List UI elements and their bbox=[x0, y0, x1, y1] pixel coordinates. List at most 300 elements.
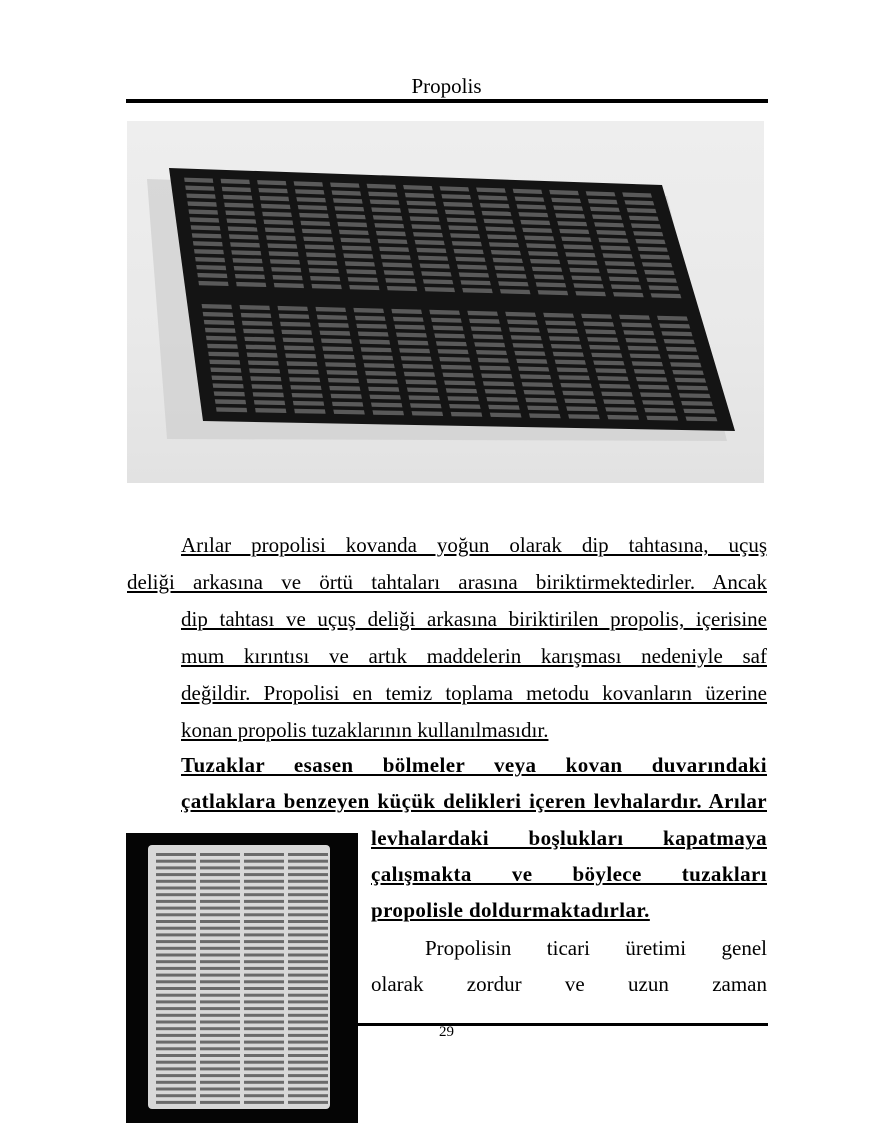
trap-slot bbox=[549, 336, 580, 341]
trap-slot bbox=[288, 960, 328, 963]
trap-slot bbox=[244, 980, 284, 983]
trap-slot bbox=[560, 383, 592, 388]
trap-slot bbox=[244, 960, 284, 963]
trap-slot bbox=[364, 363, 395, 368]
trap-slot bbox=[197, 273, 227, 278]
trap-slot bbox=[288, 887, 328, 890]
trap-slot bbox=[398, 340, 429, 345]
trap-slot bbox=[603, 399, 635, 404]
trap-slot bbox=[200, 887, 240, 890]
trap-slot bbox=[244, 1027, 284, 1030]
trap-slot bbox=[536, 282, 567, 287]
trap-slot bbox=[321, 339, 352, 344]
trap-slot bbox=[609, 277, 640, 282]
trap-slot bbox=[288, 920, 328, 923]
trap-slot bbox=[288, 940, 328, 943]
trap-slot bbox=[191, 225, 221, 230]
trap-slot bbox=[367, 379, 398, 384]
trap-slot bbox=[557, 367, 588, 372]
trap-slot bbox=[200, 1088, 240, 1091]
trap-slot bbox=[200, 1014, 240, 1017]
trap-slot bbox=[244, 873, 284, 876]
paragraph-3 bbox=[371, 930, 767, 1002]
trap-slot bbox=[200, 967, 240, 970]
trap-slot bbox=[288, 1067, 328, 1070]
trap-slot bbox=[434, 333, 465, 338]
trap-slot bbox=[522, 382, 553, 387]
trap-slot bbox=[391, 309, 422, 314]
trap-slot bbox=[509, 327, 540, 332]
trap-slot bbox=[327, 370, 358, 375]
trap-slot bbox=[244, 1007, 284, 1010]
trap-slot bbox=[677, 386, 709, 391]
trap-slot bbox=[288, 927, 328, 930]
trap-slot bbox=[478, 358, 509, 363]
trap-slot bbox=[362, 355, 393, 360]
trap-slot bbox=[498, 281, 528, 286]
trap-slot bbox=[288, 1101, 328, 1104]
trap-slot bbox=[288, 1034, 328, 1037]
trap-slot bbox=[156, 1061, 196, 1064]
trap-slot bbox=[446, 388, 477, 393]
trap-slot bbox=[331, 394, 362, 399]
trap-slot bbox=[200, 933, 240, 936]
trap-slot bbox=[288, 1054, 328, 1057]
trap-slot bbox=[200, 860, 240, 863]
paragraph-2 bbox=[127, 747, 767, 819]
trap-slot bbox=[316, 307, 347, 312]
trap-slot bbox=[279, 314, 310, 319]
trap-slot bbox=[436, 341, 467, 346]
trap-slot bbox=[156, 1074, 196, 1077]
trap-slot bbox=[156, 1088, 196, 1091]
trap-slot bbox=[244, 1021, 284, 1024]
trap-slot bbox=[288, 994, 328, 997]
trap-slot bbox=[471, 327, 502, 332]
trap-slot bbox=[200, 1101, 240, 1104]
trap-slot bbox=[507, 320, 538, 325]
trap-slot bbox=[288, 1088, 328, 1091]
trap-slot bbox=[156, 927, 196, 930]
trap-slot bbox=[156, 866, 196, 869]
trap-slot bbox=[591, 353, 622, 358]
trap-slot bbox=[524, 390, 556, 395]
trap-slot bbox=[212, 376, 243, 381]
trap-slot bbox=[200, 853, 240, 856]
trap-slot bbox=[356, 324, 387, 329]
trap-slot bbox=[320, 331, 351, 336]
trap-slot bbox=[393, 317, 424, 322]
trap-slot bbox=[328, 378, 359, 383]
trap-slot bbox=[244, 994, 284, 997]
trap-slot bbox=[265, 228, 295, 233]
trap-slot bbox=[230, 242, 260, 247]
page-number: 29 bbox=[439, 1024, 454, 1040]
trap-slot bbox=[632, 361, 663, 366]
trap-slot bbox=[243, 329, 274, 334]
trap-slot bbox=[204, 320, 235, 325]
trap-slot bbox=[156, 1034, 196, 1037]
trap-slot bbox=[244, 913, 284, 916]
trap-slot bbox=[288, 1094, 328, 1097]
trap-slot bbox=[566, 406, 598, 411]
trap-slot bbox=[200, 880, 240, 883]
trap-slot bbox=[644, 408, 676, 413]
trap-slot bbox=[288, 1081, 328, 1084]
trap-slot bbox=[358, 332, 389, 337]
trap-slot bbox=[500, 289, 531, 294]
trap-slot bbox=[288, 907, 328, 910]
trap-slot bbox=[156, 1101, 196, 1104]
trap-slot bbox=[288, 1014, 328, 1017]
trap-slot bbox=[409, 395, 440, 400]
trap-slot bbox=[288, 954, 328, 957]
paragraph-1 bbox=[127, 527, 767, 749]
trap-slot bbox=[156, 1041, 196, 1044]
trap-slot bbox=[513, 343, 544, 348]
trap-slot bbox=[200, 1034, 240, 1037]
trap-slot bbox=[244, 1041, 284, 1044]
trap-slot bbox=[407, 388, 438, 393]
p4-line-2: olarak zordur ve uzun zaman bbox=[371, 972, 767, 996]
trap-slot bbox=[293, 401, 324, 406]
trap-slot bbox=[288, 1007, 328, 1010]
trap-slot bbox=[200, 954, 240, 957]
trap-slot bbox=[348, 277, 378, 282]
trap-slot bbox=[244, 1074, 284, 1077]
trap-slot bbox=[200, 974, 240, 977]
trap-slot bbox=[670, 362, 701, 367]
trap-slot bbox=[443, 373, 474, 378]
trap-slot bbox=[244, 1094, 284, 1097]
trap-slot bbox=[384, 270, 414, 275]
trap-slot bbox=[545, 321, 576, 326]
trap-slot bbox=[244, 1067, 284, 1070]
trap-slot bbox=[200, 1081, 240, 1084]
trap-slot bbox=[605, 407, 637, 412]
trap-slot bbox=[294, 409, 325, 414]
trap-slot bbox=[200, 960, 240, 963]
trap-slot bbox=[210, 368, 241, 373]
trap-slot bbox=[518, 367, 549, 372]
trap-slot bbox=[200, 900, 240, 903]
trap-slot bbox=[410, 403, 442, 408]
trap-slot bbox=[288, 853, 328, 856]
trap-slot bbox=[353, 308, 384, 313]
trap-slot bbox=[190, 217, 220, 222]
trap-slot bbox=[244, 880, 284, 883]
trap-slot bbox=[481, 374, 512, 379]
trap-slot bbox=[255, 408, 286, 413]
trap-slot bbox=[244, 900, 284, 903]
propolis-trap-drawing-black bbox=[127, 121, 764, 483]
trap-slot bbox=[244, 974, 284, 977]
trap-slot bbox=[200, 947, 240, 950]
trap-slot bbox=[376, 231, 406, 236]
trap-slot bbox=[209, 360, 240, 365]
trap-slot bbox=[630, 354, 661, 359]
trap-slot bbox=[194, 249, 224, 254]
trap-slot bbox=[284, 346, 315, 351]
trap-slot bbox=[587, 337, 618, 342]
trap-slot bbox=[474, 342, 505, 347]
trap-slot bbox=[359, 339, 390, 344]
trap-slot bbox=[288, 1021, 328, 1024]
trap-slot bbox=[568, 414, 600, 419]
trap-slot bbox=[200, 907, 240, 910]
trap-slot bbox=[399, 348, 430, 353]
trap-slot bbox=[562, 391, 594, 396]
trap-slot bbox=[447, 396, 479, 401]
trap-slot bbox=[288, 1074, 328, 1077]
trap-slot bbox=[200, 1041, 240, 1044]
trap-slot bbox=[156, 1094, 196, 1097]
trap-slot bbox=[205, 328, 236, 333]
trap-slot bbox=[200, 980, 240, 983]
trap-slot bbox=[649, 285, 680, 290]
trap-slot bbox=[625, 338, 656, 343]
trap-slot bbox=[244, 1000, 284, 1003]
trap-slot bbox=[244, 947, 284, 950]
trap-slot bbox=[200, 1047, 240, 1050]
trap-slot bbox=[601, 392, 633, 397]
trap-slot bbox=[461, 280, 491, 285]
trap-slot bbox=[253, 392, 284, 397]
trap-slot bbox=[412, 411, 444, 416]
trap-slot bbox=[429, 310, 460, 315]
trap-slot bbox=[273, 275, 303, 280]
trap-slot bbox=[156, 873, 196, 876]
trap-slot bbox=[607, 415, 639, 420]
p1-line-4: mum kırıntısı ve artık maddelerin karışması nedeniyle saf bbox=[181, 644, 767, 668]
trap-slot bbox=[244, 927, 284, 930]
trap-slot bbox=[306, 252, 336, 257]
trap-slot bbox=[156, 940, 196, 943]
trap-slot bbox=[200, 920, 240, 923]
trap-slot bbox=[156, 853, 196, 856]
trap-slot bbox=[244, 987, 284, 990]
trap-slot bbox=[349, 285, 379, 290]
trap-slot bbox=[156, 1027, 196, 1030]
trap-slot bbox=[156, 1021, 196, 1024]
trap-slot bbox=[156, 900, 196, 903]
trap-slot bbox=[288, 974, 328, 977]
trap-slot bbox=[200, 1054, 240, 1057]
p1-line-3: dip tahtası ve uçuş deliği arkasına biriktirilen propolis, içerisine bbox=[181, 607, 767, 631]
trap-slot bbox=[485, 389, 516, 394]
trap-slot bbox=[355, 316, 386, 321]
trap-slot bbox=[666, 347, 697, 352]
trap-slot bbox=[325, 362, 356, 367]
trap-slot bbox=[244, 887, 284, 890]
trap-slot bbox=[597, 376, 628, 381]
trap-slot bbox=[200, 1061, 240, 1064]
trap-slot bbox=[252, 384, 283, 389]
trap-slot bbox=[467, 311, 498, 316]
trap-slot bbox=[202, 304, 232, 309]
trap-slot bbox=[266, 235, 296, 240]
trap-slot bbox=[288, 866, 328, 869]
trap-slot bbox=[200, 1007, 240, 1010]
trap-slot bbox=[288, 913, 328, 916]
trap-slot bbox=[244, 1101, 284, 1104]
trap-slot bbox=[402, 364, 433, 369]
trap-slot bbox=[244, 1061, 284, 1064]
trap-slot bbox=[285, 353, 316, 358]
trap-slot bbox=[628, 346, 659, 351]
p3-line-3: propolisle doldurmaktadırlar. bbox=[371, 898, 650, 922]
trap-slot bbox=[411, 224, 441, 229]
trap-slot bbox=[244, 1034, 284, 1037]
trap-slot bbox=[200, 1074, 240, 1077]
trap-slot bbox=[490, 413, 522, 418]
trap-slot bbox=[368, 387, 399, 392]
trap-slot bbox=[488, 405, 520, 410]
trap-slot bbox=[156, 880, 196, 883]
trap-slot bbox=[431, 318, 462, 323]
p1-line-5: değildir. Propolisi en temiz toplama metodu kovanların üzerine bbox=[181, 681, 767, 705]
trap-slot bbox=[283, 338, 314, 343]
trap-slot bbox=[244, 860, 284, 863]
trap-slot bbox=[486, 397, 518, 402]
p4-line-1: Propolisin ticari üretimi genel bbox=[425, 936, 767, 960]
trap-slot bbox=[242, 321, 273, 326]
trap-slot bbox=[288, 1000, 328, 1003]
trap-slot bbox=[207, 344, 238, 349]
trap-slot bbox=[479, 366, 510, 371]
trap-slot bbox=[514, 351, 545, 356]
trap-slot bbox=[543, 313, 574, 318]
trap-slot bbox=[200, 987, 240, 990]
trap-slot bbox=[156, 887, 196, 890]
trap-slot bbox=[156, 1000, 196, 1003]
trap-slot bbox=[278, 306, 309, 311]
trap-slot bbox=[290, 385, 321, 390]
trap-slot bbox=[404, 372, 435, 377]
p1-line-2: deliği arkasına ve örtü tahtaları arasına biriktirmektedirler. Ancak bbox=[127, 570, 767, 594]
trap-slot bbox=[193, 241, 223, 246]
trap-slot bbox=[567, 260, 597, 265]
trap-slot bbox=[651, 293, 682, 298]
page-header-title: Propolis bbox=[411, 74, 482, 98]
trap-slot bbox=[156, 920, 196, 923]
trap-slot bbox=[287, 361, 318, 366]
trap-slot bbox=[439, 357, 470, 362]
trap-slot bbox=[244, 1047, 284, 1050]
trap-slot bbox=[240, 305, 270, 310]
trap-slot bbox=[551, 344, 582, 349]
trap-slot bbox=[547, 328, 578, 333]
trap-slot bbox=[534, 275, 565, 280]
trap-slot bbox=[156, 860, 196, 863]
trap-slot bbox=[200, 994, 240, 997]
trap-slot bbox=[395, 325, 426, 330]
trap-slot bbox=[244, 1081, 284, 1084]
trap-slot bbox=[317, 315, 348, 320]
trap-slot bbox=[248, 361, 279, 366]
trap-slot bbox=[318, 323, 349, 328]
trap-slot bbox=[433, 326, 464, 331]
trap-slot bbox=[473, 334, 504, 339]
trap-slot bbox=[483, 381, 514, 386]
trap-slot bbox=[229, 234, 259, 239]
trap-slot bbox=[254, 400, 285, 405]
trap-slot bbox=[288, 873, 328, 876]
trap-slot bbox=[589, 345, 620, 350]
trap-slot bbox=[459, 272, 489, 277]
trap-slot bbox=[595, 368, 626, 373]
trap-slot bbox=[244, 337, 275, 342]
trap-slot bbox=[585, 329, 616, 334]
trap-slot bbox=[288, 900, 328, 903]
trap-slot bbox=[288, 1061, 328, 1064]
trap-slot bbox=[441, 365, 472, 370]
trap-slot bbox=[288, 947, 328, 950]
trap-slot bbox=[244, 940, 284, 943]
trap-slot bbox=[575, 291, 606, 296]
trap-slot bbox=[438, 349, 469, 354]
trap-slot bbox=[668, 355, 699, 360]
trap-slot bbox=[241, 313, 271, 318]
trap-slot bbox=[611, 284, 642, 289]
trap-slot bbox=[621, 323, 652, 328]
trap-slot bbox=[200, 1021, 240, 1024]
trap-slot bbox=[156, 947, 196, 950]
trap-slot bbox=[681, 401, 713, 406]
trap-slot bbox=[396, 333, 427, 338]
trap-slot bbox=[288, 369, 319, 374]
trap-slot bbox=[224, 203, 254, 208]
trap-slot bbox=[288, 967, 328, 970]
trap-slot bbox=[322, 346, 353, 351]
trap-slot bbox=[423, 279, 453, 284]
trap-slot bbox=[213, 383, 244, 388]
trap-slot bbox=[640, 392, 672, 397]
trap-slot bbox=[200, 873, 240, 876]
trap-slot bbox=[249, 368, 280, 373]
trap-slot bbox=[156, 913, 196, 916]
trap-slot bbox=[337, 222, 367, 227]
trap-slot bbox=[516, 359, 547, 364]
trap-slot bbox=[244, 1014, 284, 1017]
trap-slot bbox=[288, 980, 328, 983]
trap-slot bbox=[289, 377, 320, 382]
trap-slot bbox=[244, 1054, 284, 1057]
trap-slot bbox=[156, 954, 196, 957]
trap-slot bbox=[274, 283, 304, 288]
trap-slot bbox=[449, 404, 481, 409]
trap-slot bbox=[623, 330, 654, 335]
trap-slot bbox=[244, 866, 284, 869]
trap-slot bbox=[156, 1047, 196, 1050]
trap-slot bbox=[156, 933, 196, 936]
header-rule bbox=[126, 99, 768, 103]
trap-slot bbox=[200, 1094, 240, 1097]
trap-slot bbox=[636, 377, 668, 382]
trap-slot bbox=[642, 400, 674, 405]
trap-slot bbox=[401, 356, 432, 361]
trap-slot bbox=[156, 974, 196, 977]
trap-slot bbox=[198, 281, 228, 286]
trap-slot bbox=[244, 907, 284, 910]
p3-line-1: levhalardaki boşlukları kapatmaya bbox=[371, 826, 767, 850]
trap-slot bbox=[280, 322, 311, 327]
propolis-trap-drawing-white bbox=[126, 833, 358, 1123]
trap-slot bbox=[686, 417, 718, 422]
trap-slot bbox=[405, 380, 436, 385]
trap-slot bbox=[288, 1041, 328, 1044]
trap-slot bbox=[200, 927, 240, 930]
